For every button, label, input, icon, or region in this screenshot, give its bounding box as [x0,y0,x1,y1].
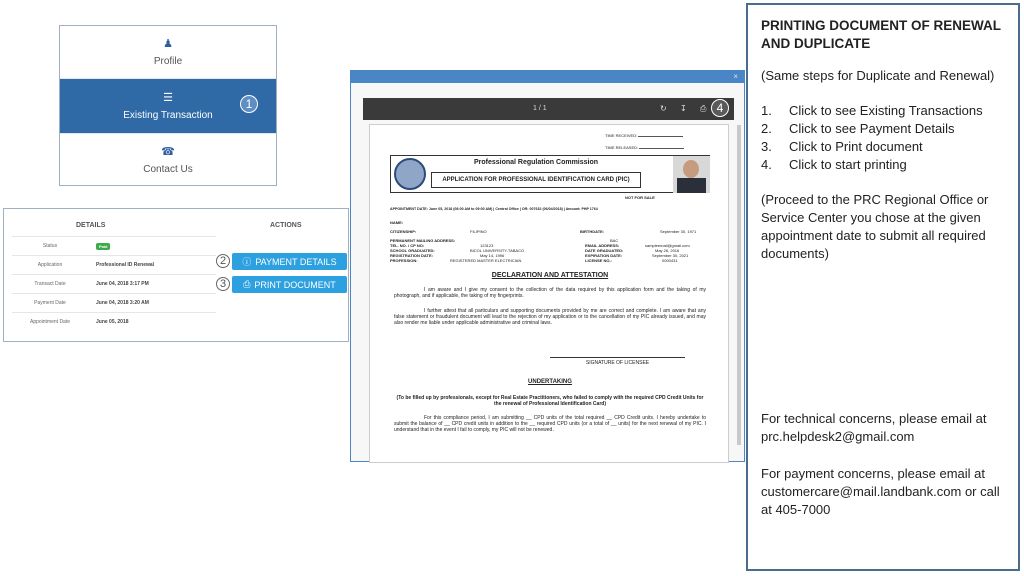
payment-concerns-text: For payment concerns, please email at customercare@mail.landbank.com or call at 405-7000 [761,466,1000,517]
technical-concerns-text: For technical concerns, please email at prc.helpdesk2@gmail.com [761,411,987,444]
date-graduated-label: DATE GRADUATED: [585,248,624,253]
declaration-paragraph-1: I am aware and I give my consent to the collection of the data required by this application form and the taking of my photograph, and if applicable, the taking of my fingerprints. [394,287,706,299]
prc-seal-icon [394,158,426,190]
tel-label: TEL. NO. / CP NO: [390,243,425,248]
nav-item-label: Existing Transaction [123,109,213,121]
row-key: Appointment Date [12,313,88,332]
row-key: Payment Date [12,294,88,313]
nav-item-profile[interactable] [60,26,276,79]
print-document-button[interactable]: ⎙ PRINT DOCUMENT [232,276,347,293]
declaration-title: DECLARATION AND ATTESTATION [491,272,609,279]
email-label: EMAIL ADDRESS: [585,243,620,248]
address-label: PERMANENT MAILING ADDRESS: [390,238,456,243]
address-value: BAC [610,238,619,243]
actions-header: ACTIONS [270,222,302,229]
instructions-note: (Proceed to the PRC Regional Office or Service Center you chose at the given appointment date to submit all required documents) [761,192,989,261]
step-marker-4: 4 [711,99,729,117]
date-graduated-value: May 26, 2016 [655,248,680,253]
details-header: DETAILS [76,222,106,229]
doc-appointment: APPOINTMENT DATE: June 05, 2018 (08:00 AM to 09:00 AM) | Central Office | OR: 007632 (06/04/2018) | Amount: PHP 1764 [390,207,598,211]
table-row [12,294,216,313]
doc-time-received: TIME RECEIVED: [605,133,638,138]
doc-name-label: NAME: [390,220,404,225]
tel-value: 123123 [480,243,494,248]
transaction-details-panel [3,208,349,342]
list-item: 2. Click to see Payment Details [761,121,955,136]
instructions-panel [746,3,1020,571]
instructions-title: PRINTING DOCUMENT OF RENEWAL AND DUPLICATE [761,18,1001,51]
download-icon[interactable]: ↧ [680,104,687,113]
doc-agency: Professional Regulation Commission [473,159,599,166]
pdf-page [369,124,729,463]
table-row [12,237,216,256]
doc-form-title: APPLICATION FOR PROFESSIONAL IDENTIFICATION CARD (PIC) [431,172,641,188]
steps-list [761,102,1006,174]
expiration-date-value: September 30, 2021 [652,253,689,258]
row-value: June 04, 2018 3:20 AM [88,294,216,313]
instructions-subtitle: (Same steps for Duplicate and Renewal) [761,68,995,83]
row-value: Professional ID Renewal [88,256,216,275]
info-icon: ⓘ [242,257,252,267]
list-item: 3. Click to Print document [761,139,923,154]
undertaking-title: UNDERTAKING [528,379,572,385]
list-icon: ☰ [163,91,173,104]
license-label: LICENSE NO.: [585,258,612,263]
table-row [12,313,216,332]
close-icon[interactable]: × [733,72,738,81]
user-icon: ♟ [163,37,173,50]
row-key: Status [12,237,88,256]
page-indicator: 1 / 1 [533,105,547,112]
registration-date-label: REGISTRATION DATE: [390,253,433,258]
table-row [12,256,216,275]
list-item: 1. Click to see Existing Transactions [761,103,983,118]
row-value: June 05, 2018 [88,313,216,332]
vertical-scrollbar[interactable] [737,125,741,445]
applicant-photo [673,156,710,193]
citizenship-value: FILIPINO [470,229,487,234]
registration-date-value: May 14, 1996 [480,253,505,258]
school-value: BICOL UNIVERSITY-TABACO [470,248,525,253]
table-row [12,275,216,294]
viewer-titlebar [351,71,744,83]
undertaking-paragraph: For this compliance period, I am submitting __ CPD units of the total required __ CPD Credit units. I hereby undertake to submit the balance of __ CPD credit units in addition to the __ required CPD units (or a total of __ units) for the next renewal of my PIC. I understand that in the event I fail to comply, my PIC will not be renewed. [394,415,706,433]
birthdate-label: BIRTHDATE: [580,229,605,234]
profession-label: PROFESSION: [390,258,418,263]
nav-item-contact-us[interactable] [60,134,276,187]
profession-value: REGISTERED MASTER ELECTRICIAN [450,258,522,263]
email-value: sampleemail@gmail.com [645,243,690,248]
status-badge: Paid [96,243,110,250]
pdf-viewer-window [350,70,745,462]
expiration-date-label: EXPIRATION DATE: [585,253,623,258]
birthdate-value: September 30, 1971 [660,229,697,234]
row-key: Application [12,256,88,275]
citizenship-label: CITIZENSHIP: [390,229,417,234]
doc-time-released: TIME RELEASED: [605,145,639,150]
details-table [12,236,216,332]
phone-icon: ☎ [161,146,175,158]
printer-icon: ⎙ [243,279,251,289]
row-value: June 04, 2018 3:17 PM [88,275,216,294]
rotate-icon[interactable]: ↻ [660,104,667,113]
row-key: Transact Date [12,275,88,294]
declaration-paragraph-2: I further attest that all particulars and supporting documents provided by me are correct and complete. I am aware that any false statement or fraudulent document will lead to the rejection of my application or to the cancellation of my PIC already issued, and may also render me liable under applicable administrative and criminal laws. [394,308,706,326]
signature-line: SIGNATURE OF LICENSEE [550,357,685,366]
print-icon[interactable]: ⎙ [700,104,707,113]
undertaking-subtitle: (To be filled up by professionals, except for Real Estate Practitioners, who failed to comply with the required CPD Credit Units for the renewal of Professional Identification Card) [396,395,704,407]
nav-item-label: Profile [153,55,183,67]
pdf-toolbar [363,98,734,120]
payment-details-button[interactable]: ⓘ PAYMENT DETAILS [232,253,347,270]
step-marker-3: 3 [216,277,230,291]
nav-item-label: Contact Us [143,164,193,175]
step-marker-1: 1 [240,95,258,113]
form-header [390,155,710,193]
doc-not-for-sale: NOT FOR SALE [625,195,655,200]
step-marker-2: 2 [216,254,230,268]
list-item: 4. Click to start printing [761,157,907,172]
school-label: SCHOOL GRADUATED: [390,248,435,253]
license-value: 0000431 [662,258,678,263]
